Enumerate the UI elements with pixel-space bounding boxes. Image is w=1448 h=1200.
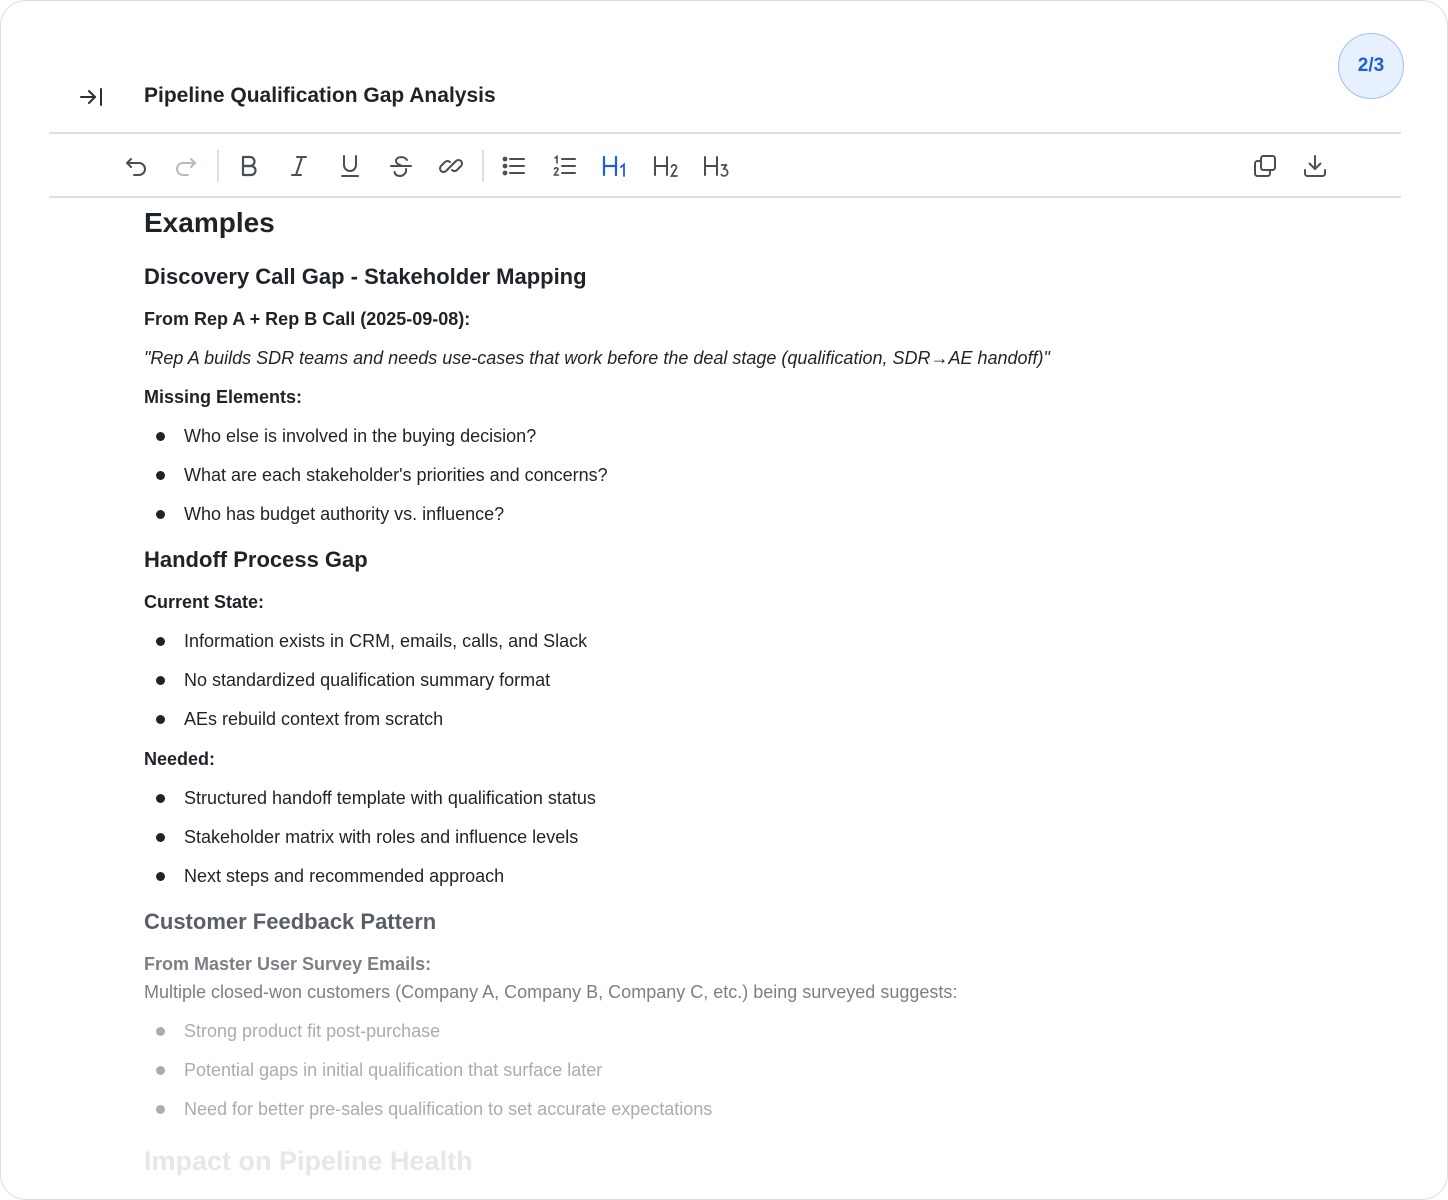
strikethrough-button[interactable]: [383, 148, 419, 184]
list-item-text: Structured handoff template with qualification status: [184, 788, 596, 808]
toolbar-separator: [482, 150, 484, 182]
bullet-icon: [156, 1105, 165, 1114]
redo-icon: [172, 152, 200, 180]
bullet-list-icon: [500, 152, 528, 180]
download-button[interactable]: [1297, 148, 1333, 184]
heading-2-icon: [651, 152, 681, 180]
list-item: [156, 504, 504, 525]
italic-icon: [285, 152, 313, 180]
list-item-text: Information exists in CRM, emails, calls, and Slack: [184, 631, 588, 651]
list-item: [156, 1099, 712, 1120]
bullet-icon: [156, 1066, 165, 1075]
underline-icon: [336, 152, 364, 180]
divider-top: [49, 132, 1401, 134]
list-item-text: Need for better pre-sales qualification to set accurate expectations: [184, 1099, 713, 1119]
list-item-text: Potential gaps in initial qualification that surface later: [184, 1060, 603, 1080]
heading-2-button[interactable]: [648, 148, 684, 184]
italic-button[interactable]: [281, 148, 317, 184]
list-item: [156, 1060, 602, 1081]
list-item-text: Who has budget authority vs. influence?: [184, 504, 505, 524]
paragraph-text: Multiple closed-won customers (Company A, Company B, Company C, etc.) being surveyed suggests:: [144, 982, 958, 1002]
section-label: Needed:: [144, 749, 216, 769]
list-item: [156, 670, 550, 691]
list-item: [156, 426, 536, 447]
list-item-text: Stakeholder matrix with roles and influence levels: [184, 827, 579, 847]
page-indicator-badge[interactable]: 2/3: [1338, 33, 1404, 99]
bullet-icon: [156, 872, 165, 881]
bullet-icon: [156, 794, 165, 803]
link-button[interactable]: [433, 148, 469, 184]
bullet-icon: [156, 510, 165, 519]
list-item: [156, 631, 587, 652]
numbered-list-icon: [551, 152, 579, 180]
bullet-icon: [156, 471, 165, 480]
list-item: [156, 709, 443, 730]
section-label: Missing Elements:: [144, 387, 303, 407]
list-item-text: No standardized qualification summary format: [184, 670, 551, 690]
bold-button[interactable]: [231, 148, 267, 184]
collapse-panel-button[interactable]: [75, 81, 107, 113]
collapse-right-icon: [77, 83, 105, 111]
section-label: From Rep A + Rep B Call (2025-09-08):: [144, 309, 471, 329]
download-icon: [1301, 152, 1329, 180]
list-item: [156, 1021, 440, 1042]
list-item: [156, 827, 578, 848]
section-label: Current State:: [144, 592, 265, 612]
numbered-list-button[interactable]: [547, 148, 583, 184]
section-heading: Handoff Process Gap: [144, 547, 368, 572]
link-icon: [437, 152, 465, 180]
section-heading: Customer Feedback Pattern: [144, 909, 437, 934]
section-heading: Impact on Pipeline Health: [144, 1146, 473, 1176]
heading-3-icon: [701, 152, 731, 180]
bullet-icon: [156, 637, 165, 646]
heading-1-button[interactable]: [597, 148, 633, 184]
section-heading: Discovery Call Gap - Stakeholder Mapping: [144, 264, 587, 289]
list-item: [156, 465, 608, 486]
toolbar-separator: [217, 150, 219, 182]
list-item-text: Who else is involved in the buying decision?: [184, 426, 537, 446]
bullet-list-button[interactable]: [496, 148, 532, 184]
undo-button[interactable]: [118, 148, 154, 184]
list-item-text: Next steps and recommended approach: [184, 866, 505, 886]
bullet-icon: [156, 676, 165, 685]
heading-3-button[interactable]: [698, 148, 734, 184]
bullet-icon: [156, 715, 165, 724]
underline-button[interactable]: [332, 148, 368, 184]
bullet-icon: [156, 1027, 165, 1036]
bullet-icon: [156, 432, 165, 441]
divider-toolbar: [49, 196, 1401, 198]
list-item-text: What are each stakeholder's priorities and concerns?: [184, 465, 608, 485]
quote-text: "Rep A builds SDR teams and needs use-cases that work before the deal stage (qualification, SDR→AE handoff)": [144, 348, 1050, 368]
copy-button[interactable]: [1247, 148, 1283, 184]
copy-icon: [1251, 152, 1279, 180]
redo-button[interactable]: [168, 148, 204, 184]
undo-icon: [122, 152, 150, 180]
heading-examples: Examples: [144, 207, 275, 238]
bold-icon: [235, 152, 263, 180]
section-label: From Master User Survey Emails:: [144, 954, 432, 974]
heading-1-icon: [600, 152, 630, 180]
list-item-text: Strong product fit post-purchase: [184, 1021, 441, 1041]
list-item-text: AEs rebuild context from scratch: [184, 709, 444, 729]
strikethrough-icon: [387, 152, 415, 180]
list-item: [156, 866, 504, 887]
bullet-icon: [156, 833, 165, 842]
list-item: [156, 788, 596, 809]
document-title: Pipeline Qualification Gap Analysis: [144, 84, 496, 107]
